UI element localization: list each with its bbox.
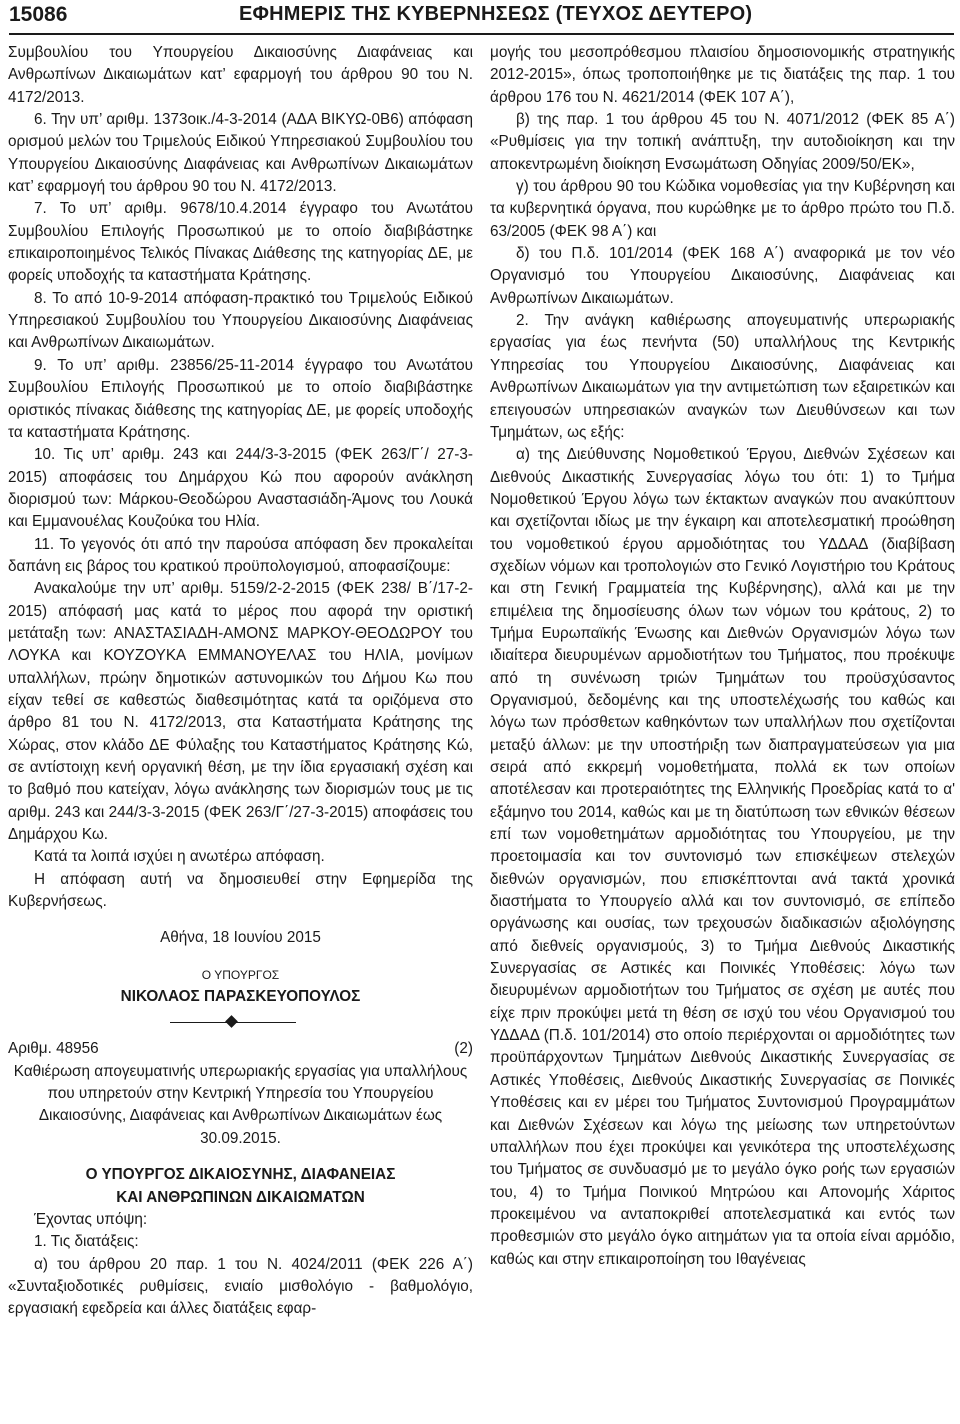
paragraph: Η απόφαση αυτή να δημοσιευθεί στην Εφημερίδα της Κυβερνήσεως. xyxy=(8,870,473,911)
left-column xyxy=(8,42,473,1321)
decision-sequence: (2) xyxy=(454,1040,473,1058)
ministry-heading-line2: ΚΑΙ ΑΝΘΡΩΠΙΝΩΝ ΔΙΚΑΙΩΜΑΤΩΝ xyxy=(116,1188,365,1206)
page-number: 15086 xyxy=(9,3,68,26)
right-column xyxy=(490,42,955,1271)
diamond-icon xyxy=(225,1016,238,1029)
paragraph: 11. Το γεγονός ότι από την παρούσα απόφαση δεν προκαλείται δαπάνη εις βάρος του κρατικού προϋπολογισμού, αποφασίζουμε: xyxy=(8,535,473,575)
paragraph: 10. Τις υπ’ αριθμ. 243 και 244/3-3-2015 (ΦΕΚ 263/Γ΄/ 27-3-2015) αποφάσεις του Δημάρχου Κώ που αφορούν ανάκληση διορισμού των: Μάρκου-Θεοδώρου Αναστασιάδη-Άμονς του Λουκά και Εμμανουέλας Κουζούκα του Ηλία. xyxy=(8,446,473,531)
place-date: Αθήνα, 18 Ιουνίου 2015 xyxy=(160,929,321,947)
paragraph: μογής του μεσοπρόθεσμου πλαισίου δημοσιονομικής στρατηγικής 2012-2015», όπως τροποποιήθηκε με τις διατάξεις της παρ. 1 του άρθρου 176 του Ν. 4621/2014 (ΦΕΚ 107 Α΄), xyxy=(490,44,955,106)
decision-header xyxy=(8,1038,473,1060)
gazette-title: ΕΦΗΜΕΡΙΣ ΤΗΣ ΚΥΒΕΡΝΗΣΕΩΣ (ΤΕΥΧΟΣ ΔΕΥΤΕΡΟ) xyxy=(239,3,753,25)
paragraph: α) της Διεύθυνσης Νομοθετικού Έργου, Διεθνών Σχέσεων και Διεθνούς Δικαστικής Συνεργασίας λόγω του ότι: 1) το Τμήμα Νομοθετικού Έργου λόγω των έκτακτων αναγκών που ανακύπτουν και σχετίζονται ιδίως με την έγκαιρη και αποτελεσματική προώθηση του νομοθετικού έργου αρμοδιότητας του ΥΔΔΑΔ (διαβίβαση σχεδίων νόμων και τροπολογιών στο Γενικό Λογιστήριο του Κράτους και στη Γενική Γραμματεία της Κυβέρνησης), αλλά και με την επιμέλεια της δημοσίευσης όλων των νόμων του κράτους, 2) το Τμήμα Ευρωπαϊκής Ένωσης και Διεθνών Οργανισμών λόγω των ιδιαίτερα διευρυμένων αρμοδιοτήτων του Τμήματος, που προέκυψε από τη συνένωση τριών Τμημάτων του προϋσχύσαντος Οργανισμού, δεδομένης και της υποστελέχωσής του καθώς και λόγω των πρόσθετων καθηκόντων των υπαλλήλων που σχετίζονται μεταξύ άλλων: με την υποστήριξη των διαπραγματεύσεων για μια σειρά από εκκρεμή νομοθετήματα, πολλά εκ των οποίων αποτέλεσαν και προτεραιότητες της Ελληνικής Προεδρίας κατά το α' εξάμηνο του 2014, καθώς και με τη διατύπωση των εθνικών θέσεων επί των νομοθετημάτων αρμοδιότητας του Υπουργείου, με την προετοιμασία και τον συντονισμό των επισκέψεων στελεχών διεθνών οργανισμών, που επισκέπτονται ανά τακτά χρονικά διαστήματα το Υπουργείο αλλά και τον συντονισμό, σε επίπεδο οργάνωσης και ουσίας, των τρεχουσών διαδικασιών αξιολόγησης από διεθνείς οργανισμούς, 3) το Τμήμα Διεθνούς Δικαστικής Συνεργασίας σε Αστικές και Ποινικές Υποθέσεις: λόγω των διευρυμένων αρμοδιοτήτων του Τμήματος σε σχέση με αυτές που είχε πριν προκύψει μετά τη θέση σε ισχύ του νέου Οργανισμού του ΥΔΔΑΔ (Π.δ. 101/2014) στο οποίο περιέρχονται οι αρμοδιότητες των προϋπάρχοντων Τμημάτων Διεθνούς Δικαστικής Συνεργασίας σε Αστικές Υποθέσεις, Διεθνούς Δικαστικής Συνεργασίας σε Ποινικές Υποθέσεις και εν μέρει του Τμήματος Συντονισμού Προγραμμάτων και Διεθνών Σχέσεων και λόγω της μείωσης των υπηρετούντων υπαλλήλων που έχει προκύψει και γενικότερα της υποστελέχωσης του Τμήματος σε συνδυασμό με το μεγάλο όγκο ροής των εργασιών του, 4) το Τμήμα Ποινικού Μητρώου και Απονομής Χάριτος προκειμένου να ανταποκριθεί αποτελεσματικά και εντός των προθεσμιών στο μεγάλο όγκο αιτημάτων για τα οποία είναι αρμόδιο, καθώς και στην επικαιροποίηση του Ιθαγένειας xyxy=(490,446,955,1268)
paragraph: Συμβουλίου του Υπουργείου Δικαιοσύνης Διαφάνειας και Ανθρωπίνων Δικαιωμάτων κατ’ εφαρμογή του άρθρου 90 του Ν. 4172/2013. xyxy=(8,44,473,106)
paragraph: 8. Το από 10-9-2014 απόφαση-πρακτικό του Τριμελούς Ειδικού Υπηρεσιακού Συμβουλίου του Υπουργείου Δικαιοσύνης Διαφάνειας και Ανθρωπίνων Δικαιωμάτων. xyxy=(8,289,473,352)
decision-number: Αριθμ. 48956 xyxy=(8,1040,99,1058)
paragraph: 6. Την υπ’ αριθμ. 1373οικ./4-3-2014 (ΑΔΑ ΒΙΚΥΩ-0Β6) απόφαση ορισμού μελών του Τριμελούς Ειδικού Υπηρεσιακού Συμβουλίου του Υπουργείου Δικαιοσύνης Διαφάνειας και Ανθρωπίνων Δικαιωμάτων κατ’ εφαρμογή του άρθρου 90 του Ν. 4172/2013. xyxy=(8,111,473,196)
minister-role: Ο ΥΠΟΥΡΓΟΣ xyxy=(201,967,280,982)
paragraph: 1. Τις διατάξεις: xyxy=(34,1233,139,1251)
decision-title: Καθιέρωση απογευματινής υπερωριακής εργασίας για υπαλλήλους που υπηρετούν στην Κεντρική Υπηρεσία του Υπουργείου Δικαιοσύνης, Διαφάνειας και Ανθρωπίνων Δικαιωμάτων έως 30.09.2015. xyxy=(13,1062,468,1147)
paragraph: Κατά τα λοιπά ισχύει η ανωτέρω απόφαση. xyxy=(34,848,325,866)
paragraph: 2. Την ανάγκη καθιέρωσης απογευματινής υπερωριακής εργασίας για έως πενήντα (50) υπαλλήλους της Κεντρικής Υπηρεσίας του Υπουργείου Δικαιοσύνης, Διαφάνειας και Ανθρωπίνων Δικαιωμάτων για την αντιμετώπιση των εξαιρετικών και επειγουσών υπηρεσιακών αναγκών των Διευθύνσεων και των Τμημάτων, ως εξής: xyxy=(490,312,955,441)
page-header xyxy=(9,3,954,33)
ministry-heading-line1: Ο ΥΠΟΥΡΓΟΣ ΔΙΚΑΙΟΣΥΝΗΣ, ΔΙΑΦΑΝΕΙΑΣ xyxy=(85,1166,396,1184)
paragraph: Έχοντας υπόψη: xyxy=(34,1210,148,1228)
paragraph: β) της παρ. 1 του άρθρου 45 του Ν. 4071/2012 (ΦΕΚ 85 Α΄) «Ρυθμίσεις για την τοπική ανάπτυξη, την αυτοδιοίκηση και την αποκεντρωμένη διοίκηση Ενσωμάτωση Οδηγίας 2009/50/ΕΚ», xyxy=(490,111,955,173)
paragraph: 7. Το υπ’ αριθμ. 9678/10.4.2014 έγγραφο του Ανωτάτου Συμβουλίου Επιλογής Προσωπικού με το οποίο διαβιβάστηκε επικαιροποιημένος Τελικός Πίνακας Διάθεσης της κατηγορίας ΔΕ, με φορείς υποδοχής τα καταστήματα Κράτησης. xyxy=(8,200,473,285)
paragraph: 9. Το υπ’ αριθμ. 23856/25-11-2014 έγγραφο του Ανωτάτου Συμβουλίου Επιλογής Προσωπικού με το οποίο διαβιβάστηκε οριστικός πίνακας διάθεσης της κατηγορίας ΔΕ, με φορείς υποδοχής τα καταστήματα Κράτησης. xyxy=(8,356,473,441)
paragraph: Ανακαλούμε την υπ’ αριθμ. 5159/2-2-2015 (ΦΕΚ 238/ Β΄/17-2-2015) απόφασή μας κατά το μέρος που αφορά την οριστική μετάταξη των: ΑΝΑΣΤΑΣΙΑΔΗ-ΑΜΟΝΣ ΜΑΡΚΟΥ-ΘΕΟΔΩΡΟΥ του ΛΟΥΚΑ και ΚΟΥΖΟΥΚΑ ΕΜΜΑΝΟΥΕΛΑΣ του ΗΛΙΑ, μονίμων υπαλλήλων, πρώην δημοτικών αστυνομικών του Δήμου Κω που είχαν τεθεί σε καθεστώς διαθεσιμότητας κατά τα οριζόμενα στο άρθρο 81 του Ν. 4172/2013, στα Καταστήματα Κράτησης της Χώρας, στον κλάδο ΔΕ Φύλαξης του Καταστήματος Κράτησης Κώ, σε αντίστοιχη κενή οργανική θέση, με την ίδια εργασιακή σχέση και το βαθμό που κατείχαν, λόγω ανάκλησης των διορισμών τους με τις αριθμ. 243 και 244/3-3-2015 (ΦΕΚ 263/Γ΄/27-3-2015) αποφάσεις του Δημάρχου Κω. xyxy=(8,580,473,844)
paragraph: γ) του άρθρου 90 του Κώδικα νομοθεσίας για την Κυβέρνηση και τα κυβερνητικά όργανα, που κυρώθηκε με το άρθρο πρώτο του Π.δ. 63/2005 (ΦΕΚ 98 Α΄) και xyxy=(490,178,955,240)
minister-name: ΝΙΚΟΛΑΟΣ ΠΑΡΑΣΚΕΥΟΠΟΥΛΟΣ xyxy=(120,988,361,1006)
paragraph: δ) του Π.δ. 101/2014 (ΦΕΚ 168 Α΄) αναφορικά με τον νέο Οργανισμό του Υπουργείου Δικαιοσύνης, Διαφάνειας και Ανθρωπίνων Δικαιωμάτων. xyxy=(490,245,955,307)
section-divider xyxy=(8,1012,473,1034)
header-rule xyxy=(9,33,954,35)
paragraph: α) του άρθρου 20 παρ. 1 του Ν. 4024/2011 (ΦΕΚ 226 Α΄) «Συνταξιοδοτικές ρυθμίσεις, ενιαίο μισθολόγιο - βαθμολόγιο, εργασιακή εφεδρεία και άλλες διατάξεις εφαρ- xyxy=(8,1255,473,1318)
